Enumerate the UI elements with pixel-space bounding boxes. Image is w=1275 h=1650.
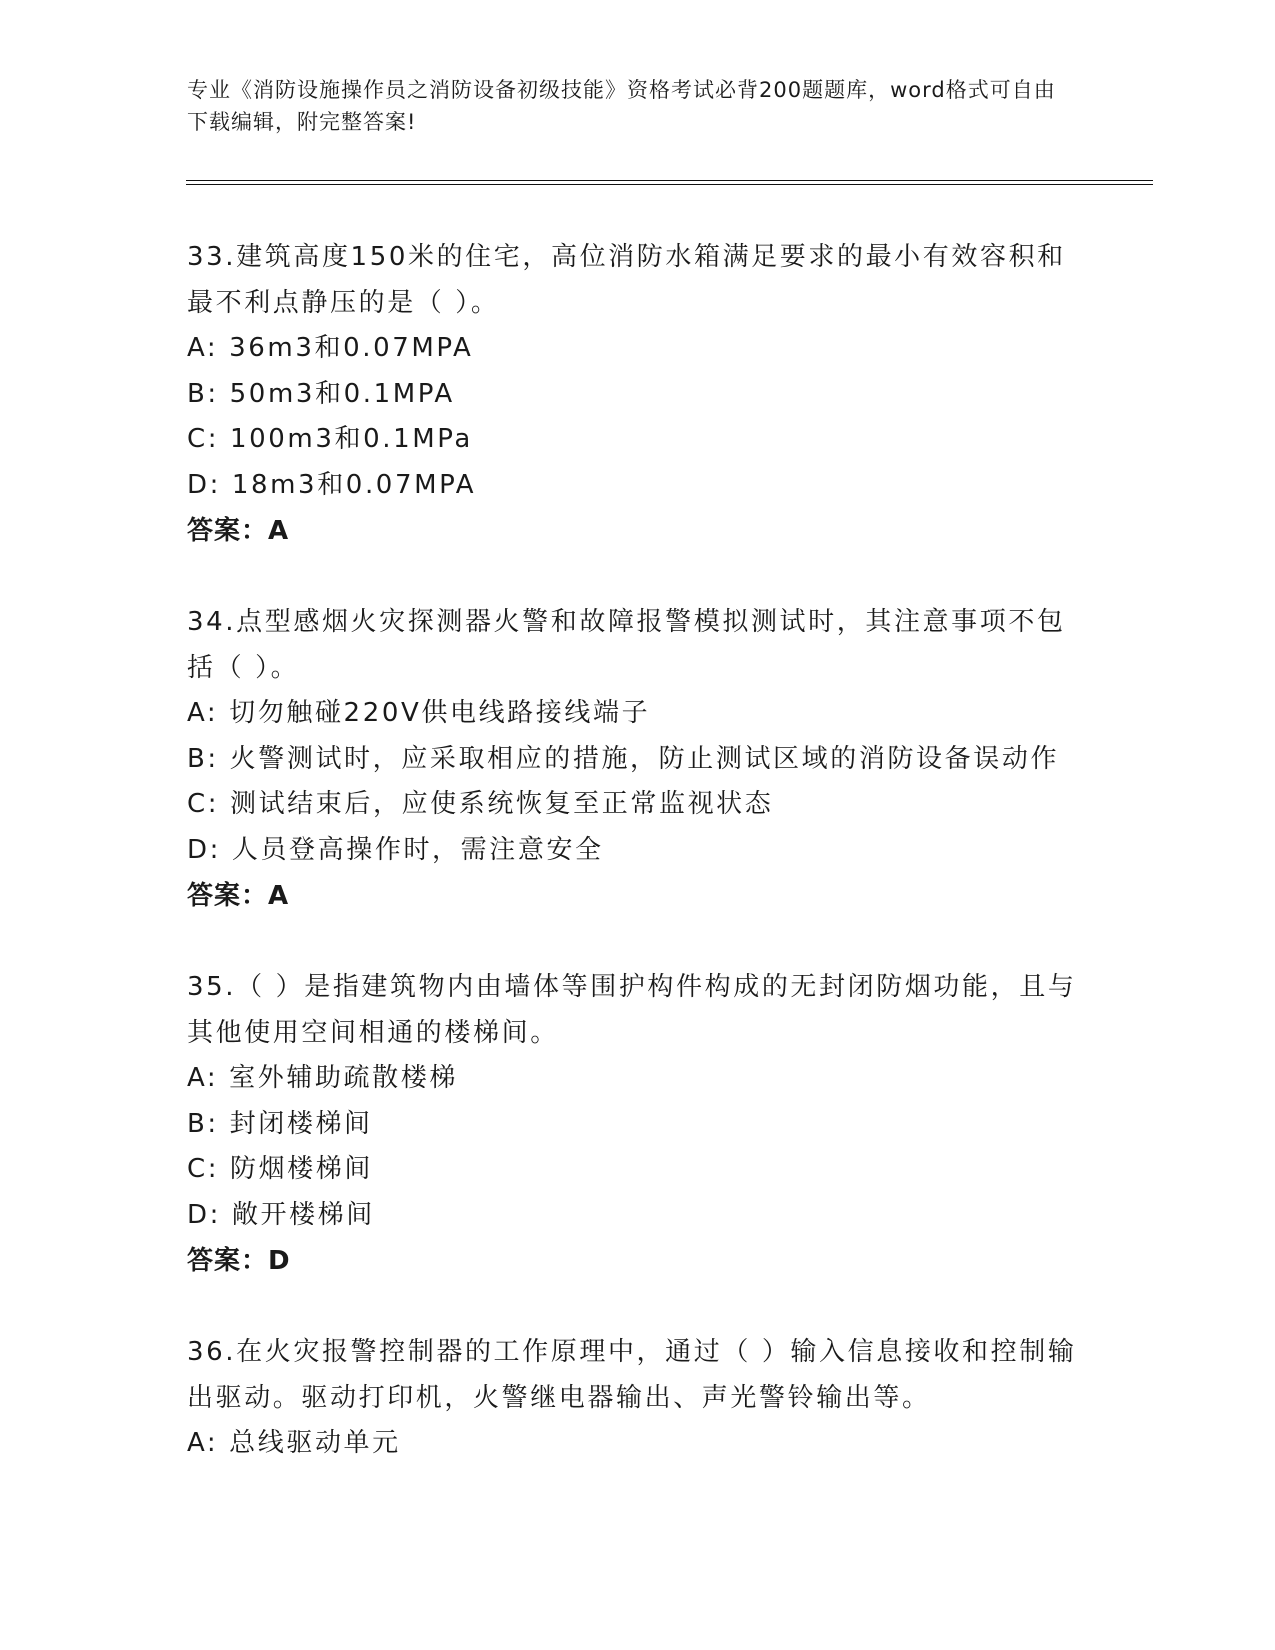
option-d: D: 敞开楼梯间 — [187, 1199, 375, 1230]
answer: 答案：A — [187, 881, 290, 911]
option-a: A: 36m3和0.07MPA — [187, 333, 474, 363]
option-c: C: 100m3和0.1MPa — [187, 424, 473, 454]
question-36 — [187, 1329, 1087, 1467]
option-a: A: 总线驱动单元 — [187, 1428, 401, 1458]
header-divider — [186, 180, 1153, 181]
answer: 答案：A — [187, 516, 290, 546]
option-b: B: 50m3和0.1MPA — [187, 378, 455, 409]
question-stem: 36.在火灾报警控制器的工作原理中，通过（ ）输入信息接收和控制输出驱动。驱动打印机，火警继电器输出、声光警铃输出等。 — [187, 1337, 1077, 1413]
option-c: C: 防烟楼梯间 — [187, 1154, 373, 1184]
option-d: D: 18m3和0.07MPA — [187, 469, 477, 500]
option-a: A: 切勿触碰220V供电线路接线端子 — [187, 698, 651, 728]
question-list — [187, 234, 1087, 1512]
question-35 — [187, 964, 1087, 1284]
option-b: B: 火警测试时，应采取相应的措施，防止测试区域的消防设备误动作 — [187, 743, 1060, 774]
question-stem: 34.点型感烟火灾探测器火警和故障报警模拟测试时，其注意事项不包括（ ）。 — [187, 607, 1066, 683]
question-stem: 33.建筑高度150米的住宅，高位消防水箱满足要求的最小有效容积和最不利点静压的是（ ）。 — [187, 242, 1066, 318]
question-33 — [187, 234, 1087, 554]
option-a: A: 室外辅助疏散楼梯 — [187, 1063, 458, 1093]
option-d: D: 人员登高操作时，需注意安全 — [187, 834, 604, 865]
option-b: B: 封闭楼梯间 — [187, 1108, 373, 1139]
question-34 — [187, 599, 1087, 919]
header-divider-double — [186, 184, 1153, 185]
answer: 答案：D — [187, 1246, 291, 1276]
document-header: 专业《消防设施操作员之消防设备初级技能》资格考试必背200题题库，word格式可自由下载编辑，附完整答案! — [187, 78, 1056, 134]
question-stem: 35.（ ）是指建筑物内由墙体等围护构件构成的无封闭防烟功能，且与其他使用空间相通的楼梯间。 — [187, 972, 1077, 1048]
option-c: C: 测试结束后，应使系统恢复至正常监视状态 — [187, 789, 774, 819]
